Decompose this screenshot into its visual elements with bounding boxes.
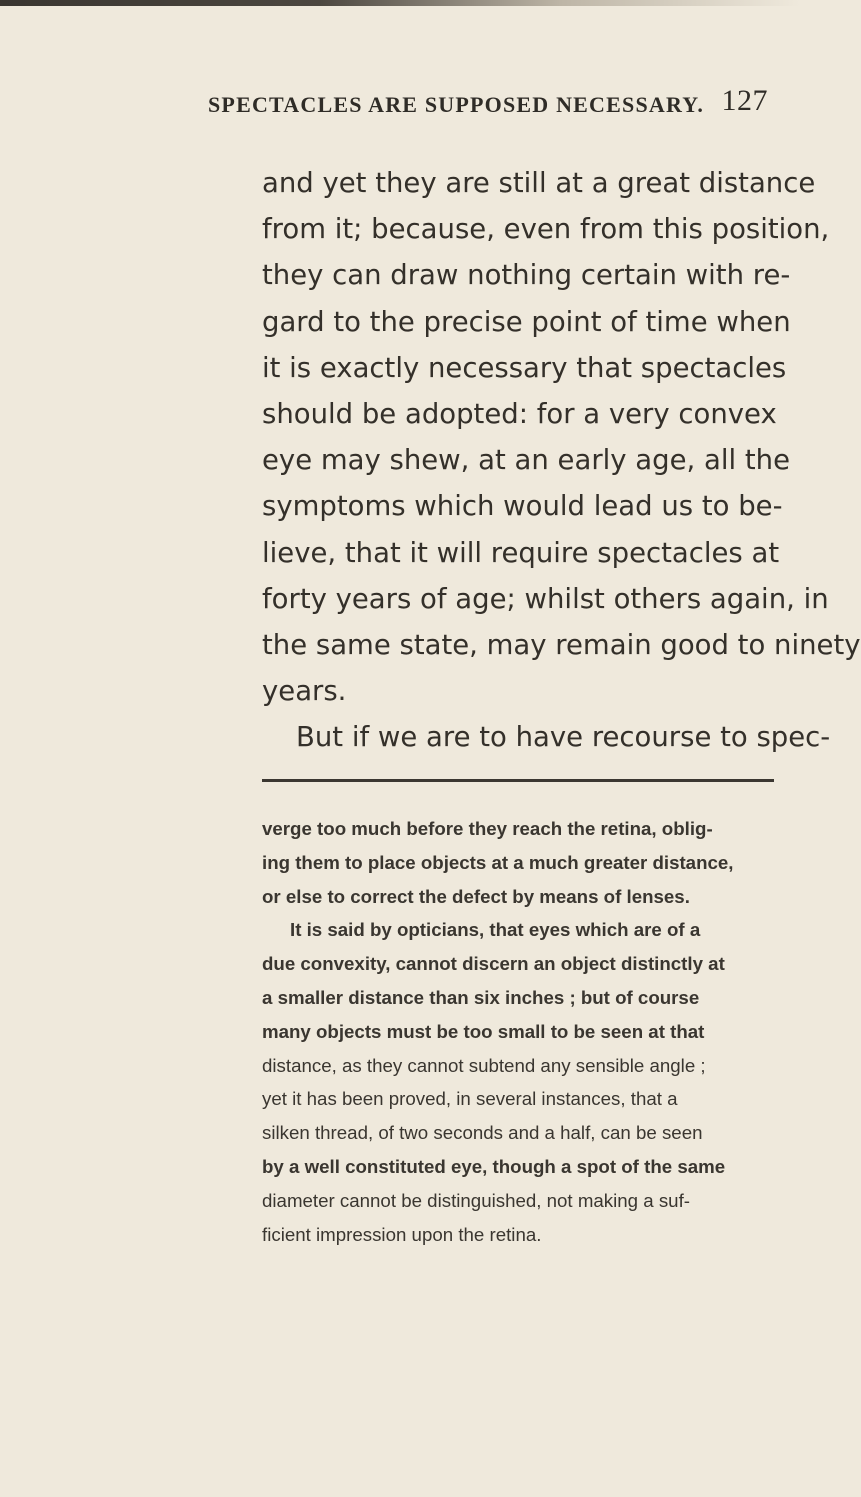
body-line: and yet they are still at a great distance: [262, 167, 816, 199]
footnote-line: verge too much before they reach the retina, oblig-: [262, 818, 713, 839]
footnote-line: ficient impression upon the retina.: [262, 1223, 542, 1245]
running-title: SPECTACLES ARE SUPPOSED NECESSARY.: [208, 92, 705, 117]
body-line: the same state, may remain good to ninety: [262, 628, 861, 661]
footnote-line: or else to correct the defect by means of lenses.: [262, 885, 690, 907]
body-line: eye may shew, at an early age, all the: [262, 444, 791, 477]
footnote-line: diameter cannot be distinguished, not making a suf-: [262, 1189, 690, 1211]
footnote-line: silken thread, of two seconds and a half, can be seen: [262, 1122, 703, 1144]
footnote-line: ing them to place objects at a much greater distance,: [262, 851, 734, 873]
main-text: [262, 160, 861, 760]
body-line: forty years of age; whilst others again, in: [262, 582, 829, 615]
body-line: should be adopted: for a very convex: [262, 397, 777, 430]
footnote-line: many objects must be too small to be seen at that: [262, 1020, 705, 1042]
body-line: from it; because, even from this position,: [262, 213, 830, 246]
footnote: [262, 812, 774, 1251]
body-line: it is exactly necessary that spectacles: [262, 351, 787, 384]
body-line: years.: [262, 675, 347, 708]
footnote-line: by a well constituted eye, though a spot of the same: [262, 1155, 726, 1177]
footnote-line: yet it has been proved, in several instances, that a: [262, 1088, 678, 1110]
footnote-line: distance, as they cannot subtend any sensible angle ;: [262, 1054, 706, 1076]
body-line: symptoms which would lead us to be-: [262, 490, 783, 523]
footnote-line: a smaller distance than six inches ; but of course: [262, 986, 700, 1008]
body-line: they can draw nothing certain with re-: [262, 259, 791, 292]
footnote-line: due convexity, cannot discern an object distinctly at: [262, 953, 725, 975]
body-line: lieve, that it will require spectacles at: [262, 536, 780, 569]
footnote-separator: [262, 779, 774, 782]
page-number: 127: [721, 84, 768, 117]
body-line: gard to the precise point of time when: [262, 305, 791, 338]
footnote-line: It is said by opticians, that eyes which are of a: [290, 919, 701, 941]
running-head: [208, 78, 768, 118]
body-line: But if we are to have recourse to spec-: [296, 721, 831, 754]
